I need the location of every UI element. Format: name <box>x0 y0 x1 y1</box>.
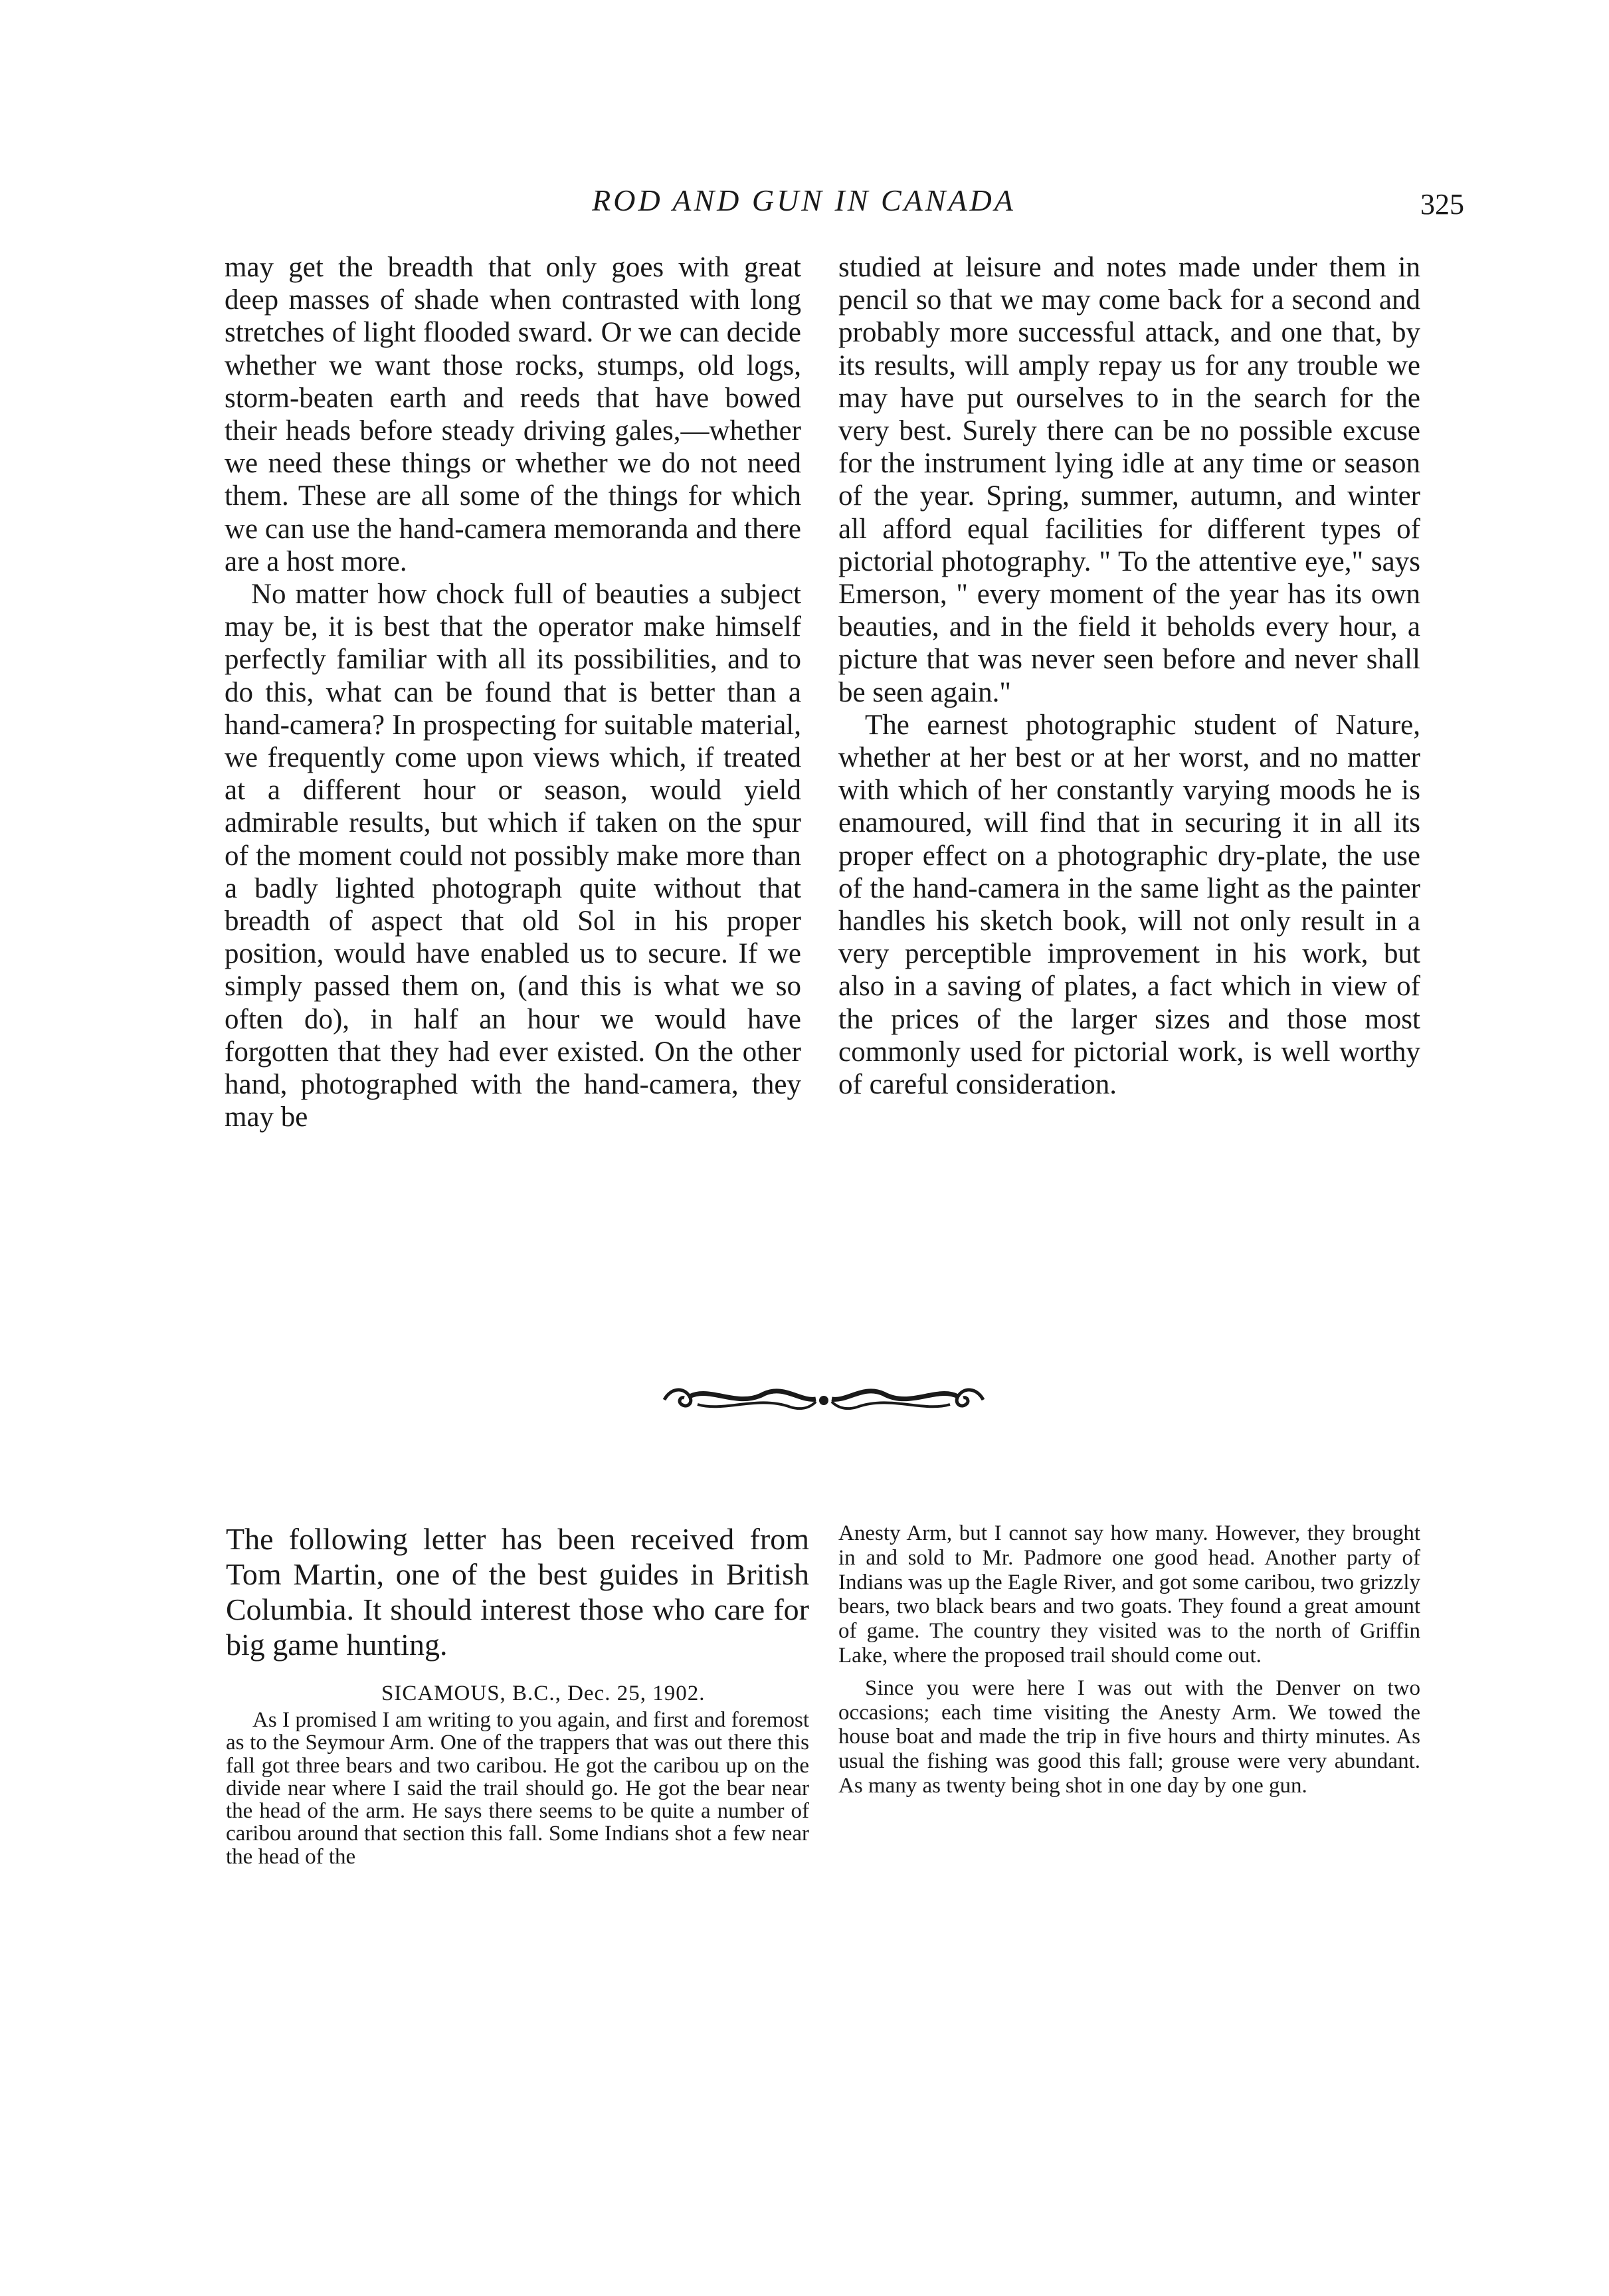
article-paragraph: The earnest photographic student of Nature, whether at her best or at her worst, and no matter with which of her constantly varying moods he is enamoured, will find that in securing it in all its proper effect on a photographic dry-plate, the use of the hand-camera in the same light as the painter handles his sketch book, will not only result in a very perceptible improvement in his work, but also in a saving of plates, a fact which in view of the prices of the larger sizes and those most commonly used for pictorial work, is well worthy of careful consideration. <box>838 709 1420 1101</box>
letter-paragraph: Since you were here I was out with the Denver on two occasions; each time visiting the Anesty Arm. We towed the house boat and made the trip in five hours and thirty minutes. As usual the fishing was good this fall; grouse were very abundant. As many as twenty being shot in one day by one gun. <box>838 1675 1420 1798</box>
article-column-right <box>838 251 1420 1101</box>
article-paragraph: may get the breadth that only goes with great deep masses of shade when contrasted with long stretches of light flooded sward. Or we can decide whether we want those rocks, stumps, old logs, storm-beaten earth and reeds that have bowed their heads before steady driving gales,—whether we need these things or whether we do not need them. These are all some of the things for which we can use the hand-camera memoranda and there are a host more. <box>225 252 801 577</box>
letter-intro: The following letter has been received from Tom Martin, one of the best guides in British Columbia. It should interest those who care for big game hunting. <box>226 1522 809 1662</box>
decorative-scroll-divider-icon <box>658 1382 990 1418</box>
letter-paragraph: Anesty Arm, but I cannot say how many. However, they brought in and sold to Mr. Padmore one good head. Another party of Indians was up the Eagle River, and got some caribou, two grizzly bears, two black bears and two goats. They found a great amount of game. The country they visited was to the north of Griffin Lake, where the proposed trail should come out. <box>838 1521 1420 1668</box>
page-number: 325 <box>1420 188 1464 221</box>
letter-dateline: SICAMOUS, B.C., Dec. 25, 1902. <box>381 1681 706 1705</box>
running-title: ROD AND GUN IN CANADA <box>592 183 1016 217</box>
letter-paragraph: As I promised I am writing to you again, and first and foremost as to the Seymour Arm. One of the trappers that was out there this fall got three bears and two caribou. He got the caribou up on the divide near where I said the trail should go. He got the bear near the head of the arm. He says there seems to be quite a number of caribou around that section this fall. Some Indians shot a few near the head of the <box>226 1708 809 1869</box>
letter-column-left <box>226 1709 809 1868</box>
article-column-left <box>225 251 801 1133</box>
article-paragraph: No matter how chock full of beauties a subject may be, it is best that the operator make himself perfectly familiar with all its possibilities, and to do this, what can be found that is better than a hand-camera? In prospecting for suitable material, we frequently come upon views which, if treated at a different hour or season, would yield admirable results, but which if taken on the spur of the moment could not possibly make more than a badly lighted photograph quite without that breadth of aspect that old Sol in his proper position, would have enabled us to secure. If we simply passed them on, (and this is what we so often do), in half an hour we would have forgotten that they had ever existed. On the other hand, photographed with the hand-camera, they may be <box>225 579 801 1133</box>
article-paragraph: studied at leisure and notes made under them in pencil so that we may come back for a second and probably more successful attack, and one that, by its results, will amply repay us for any trouble we may have put ourselves to in the search for the very best. Surely there can be no possible excuse for the instrument lying idle at any time or season of the year. Spring, summer, autumn, and winter all afford equal facilities for different types of pictorial photography. " To the attentive eye," says Emerson, " every moment of the year has its own beauties, and in the field it beholds every hour, a picture that was never seen before and never shall be seen again." <box>838 252 1420 708</box>
page-header <box>0 181 1609 234</box>
letter-column-right <box>838 1521 1420 1798</box>
